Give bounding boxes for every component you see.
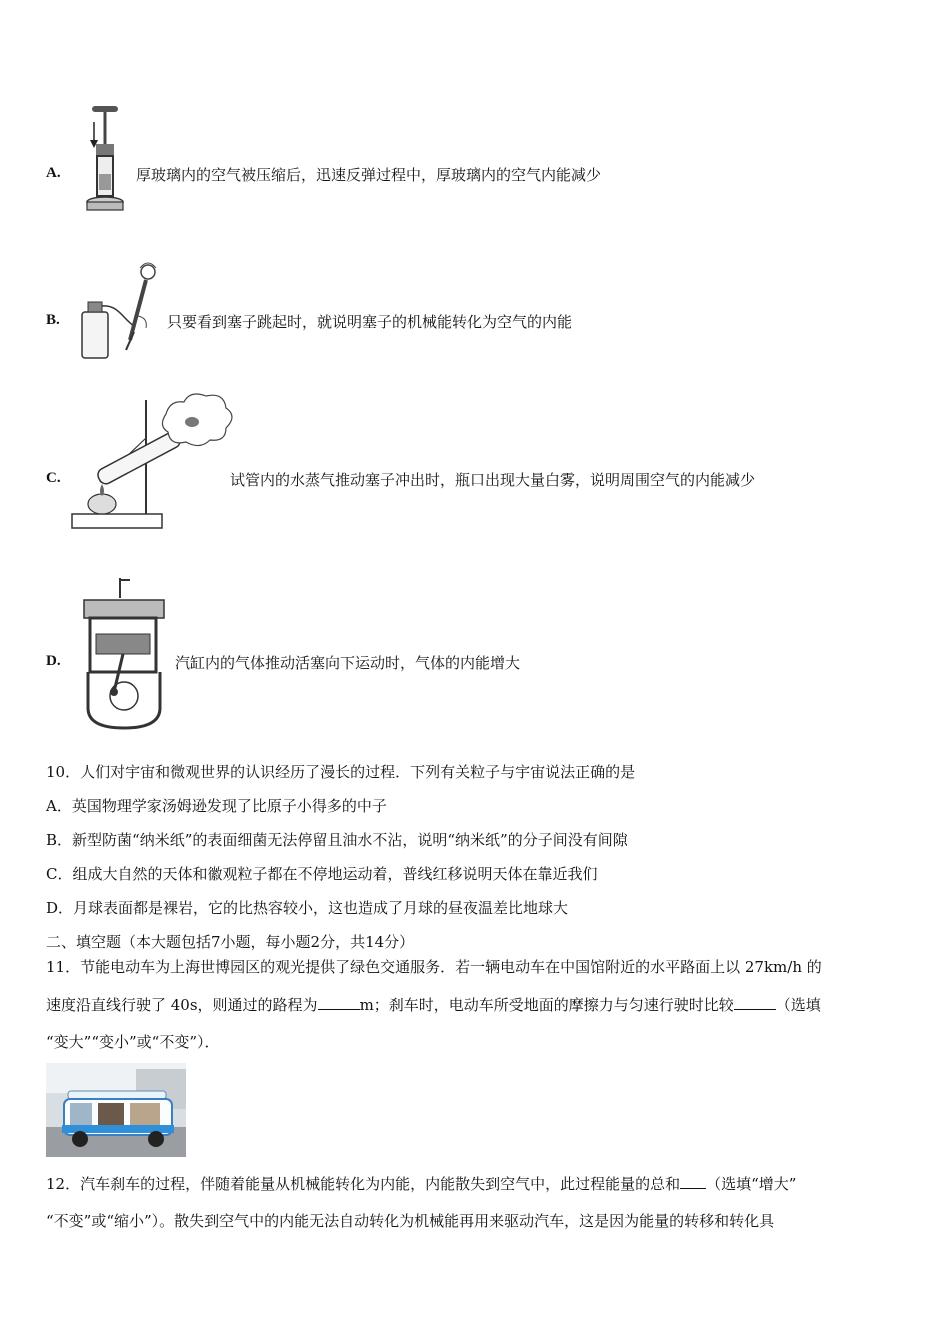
option-d-text: 汽缸内的气体推动活塞向下运动时，气体的内能增大 [175, 654, 521, 672]
section-heading: 二、填空题（本大题包括7小题，每小题2分，共14分） [46, 933, 415, 951]
option-b-letter: B. [46, 312, 60, 328]
q10-option-a: A．英国物理学家汤姆逊发现了比原子小得多的中子 [46, 797, 387, 815]
q11-line-2 [46, 995, 821, 1015]
q11-text-a: 速度沿直线行驶了 40s，则通过的路程为 [46, 996, 318, 1014]
q11-text-c: （选填 [775, 996, 821, 1014]
option-c-text: 试管内的水蒸气推动塞子冲出时，瓶口出现大量白雾，说明周围空气的内能减少 [230, 471, 756, 489]
option-a-letter: A. [46, 165, 61, 181]
q12-line-2: “不变”或“缩小”）。散失到空气中的内能无法自动转化为机械能再用来驱动汽车，这是因为能量的转移和转化具 [46, 1212, 775, 1230]
engine-cylinder-figure [78, 576, 170, 732]
q12-text-b: （选填“增大” [706, 1175, 797, 1193]
q12-blank-energy[interactable] [680, 1174, 706, 1189]
option-c-letter: C. [46, 470, 61, 486]
q11-blank-friction[interactable] [734, 995, 776, 1010]
q11-line-3: “变大”“变小”或“不变”）． [46, 1033, 220, 1051]
q10-stem: 10．人们对宇宙和微观世界的认识经历了漫长的过程．下列有关粒子与宇宙说法正确的是 [46, 763, 636, 781]
option-b-text: 只要看到塞子跳起时，就说明塞子的机械能转化为空气的内能 [167, 313, 573, 331]
q12-line-1 [46, 1174, 796, 1194]
q10-option-c: C．组成大自然的天体和徽观粒子都在不停地运动着，普线红移说明天体在靠近我们 [46, 865, 598, 883]
air-compression-apparatus-figure [84, 104, 130, 216]
option-d-letter: D. [46, 653, 61, 669]
electric-car-photo [46, 1063, 186, 1157]
q11-text-b: m；刹车时，电动车所受地面的摩擦力与匀速行驶时比较 [359, 996, 734, 1014]
q11-blank-distance[interactable] [318, 995, 360, 1010]
q10-option-b: B．新型防菌“纳米纸”的表面细菌无法停留且油水不沾，说明“纳米纸”的分子间没有间隙 [46, 831, 628, 849]
q10-option-d: D．月球表面都是裸岩，它的比热容较小，这也造成了月球的昼夜温差比地球大 [46, 899, 569, 917]
test-tube-steam-figure [70, 392, 236, 538]
bottle-stopper-pump-figure [78, 260, 164, 364]
option-a-text: 厚玻璃内的空气被压缩后，迅速反弹过程中，厚玻璃内的空气内能减少 [136, 166, 602, 184]
q11-line-1: 11．节能电动车为上海世博园区的观光提供了绿色交通服务．若一辆电动车在中国馆附近的水平路面上以 27km/h 的 [46, 958, 822, 976]
q12-text-a: 12．汽车刹车的过程，伴随着能量从机械能转化为内能，内能散失到空气中，此过程能量的总和 [46, 1175, 681, 1193]
